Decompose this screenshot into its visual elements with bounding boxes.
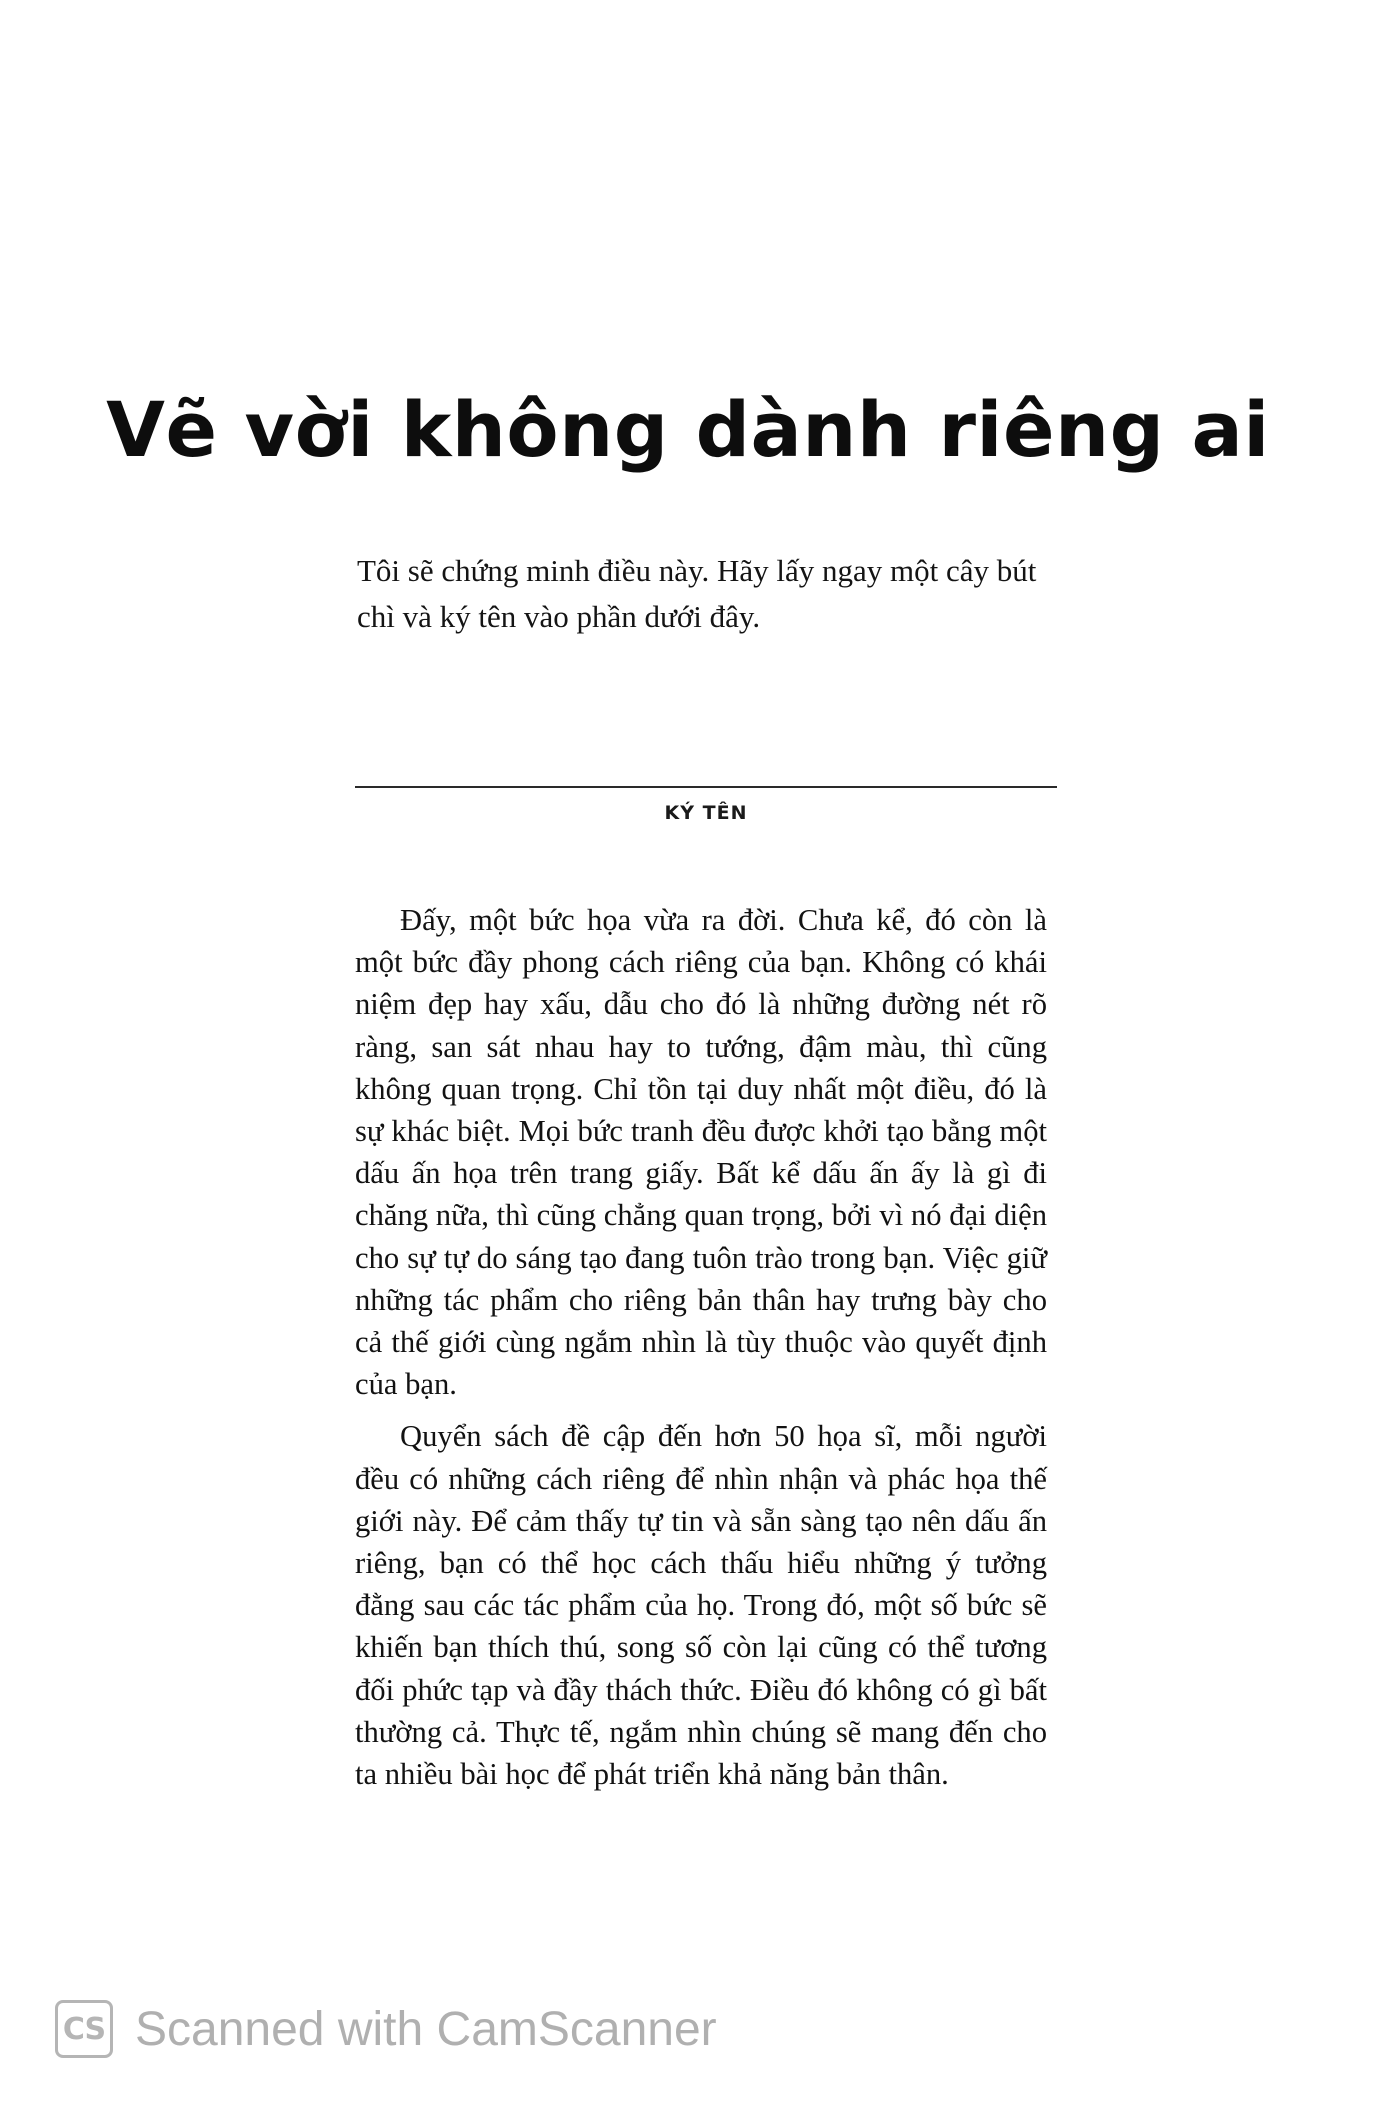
paragraph-1: Đấy, một bức họa vừa ra đời. Chưa kể, đó còn là một bức đầy phong cách riêng của bạn. Không có khái niệm đẹp hay xấu, dẫu cho đó là những đường nét rõ ràng, san sát nhau hay to tướng, đậm màu, thì cũng không quan trọng. Chỉ tồn tại duy nhất một điều, đó là sự khác biệt. Mọi bức tranh đều được khởi tạo bằng một dấu ấn họa trên trang giấy. Bất kể dấu ấn ấy là gì đi chăng nữa, thì cũng chẳng quan trọng, bởi vì nó đại diện cho sự tự do sáng tạo đang tuôn trào trong bạn. Việc giữ những tác phẩm cho riêng bản thân hay trưng bày cho cả thế giới cùng ngắm nhìn là tùy thuộc vào quyết định của bạn. [355, 903, 1047, 1402]
paragraph-2: Quyển sách đề cập đến hơn 50 họa sĩ, mỗi người đều có những cách riêng để nhìn nhận và phác họa thế giới này. Để cảm thấy tự tin và sẵn sàng tạo nên dấu ấn riêng, bạn có thể học cách thấu hiểu những ý tưởng đằng sau các tác phẩm của họ. Trong đó, một số bức sẽ khiến bạn thích thú, song số còn lại cũng có thể tương đối phức tạp và đầy thách thức. Điều đó không có gì bất thường cả. Thực tế, ngắm nhìn chúng sẽ mang đến cho ta nhiều bài học để phát triển khả năng bản thân. [355, 1419, 1047, 1792]
camscanner-watermark [55, 1997, 717, 2061]
page-title: Vẽ vời không dành riêng ai [106, 385, 1270, 474]
watermark-text: Scanned with CamScanner [135, 2002, 717, 2056]
signature-label: KÝ TÊN [664, 802, 748, 824]
intro-text: Tôi sẽ chứng minh điều này. Hãy lấy ngay một cây bút chì và ký tên vào phần dưới đây. [357, 553, 1037, 634]
camscanner-logo-icon: CS [55, 2000, 113, 2058]
body-text [355, 899, 1047, 1795]
signature-line [355, 786, 1057, 788]
